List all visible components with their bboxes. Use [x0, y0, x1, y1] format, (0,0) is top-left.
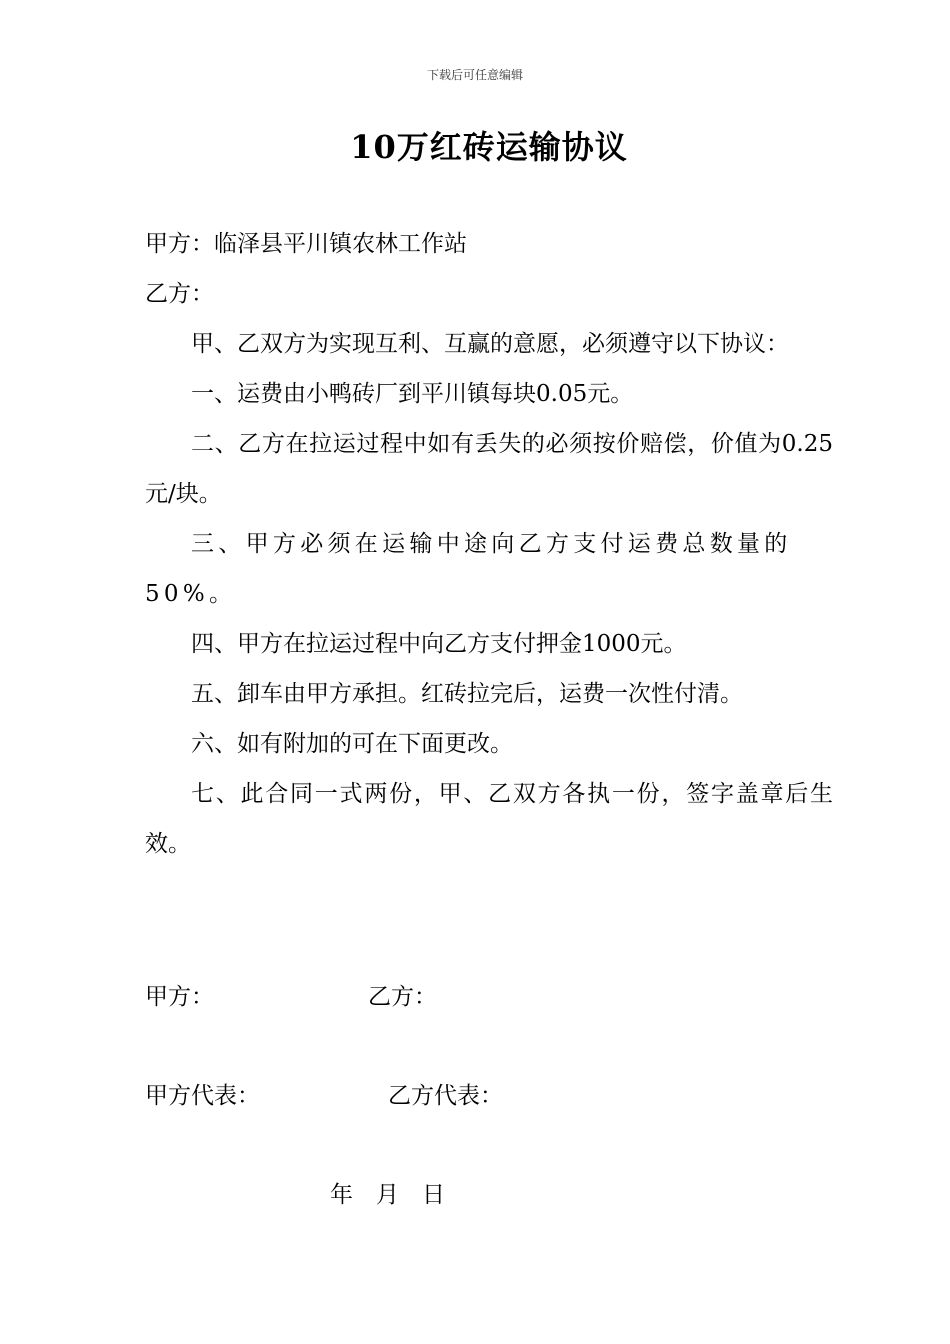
signature-party-b: 乙方：	[368, 984, 437, 1010]
clause-6: 六、如有附加的可在下面更改。	[191, 731, 513, 757]
party-b-line: 乙方：	[145, 281, 214, 307]
clause-4: 四、甲方在拉运过程中向乙方支付押金1000元。	[191, 631, 687, 657]
clause-7: 七、此合同一式两份，甲、乙双方各执一份，签字盖章后生效。	[145, 781, 833, 857]
clause-2: 二、乙方在拉运过程中如有丢失的必须按价赔偿，价值为0.25元/块。	[145, 431, 833, 507]
document-body	[145, 219, 833, 869]
signature-date: 年 月 日	[330, 1182, 445, 1208]
document-title: 10万红砖运输协议	[350, 128, 628, 166]
party-a-line: 甲方：临泽县平川镇农林工作站	[145, 231, 467, 257]
signature-rep-b: 乙方代表：	[388, 1083, 503, 1109]
header-note: 下载后可任意编辑	[426, 68, 523, 82]
clause-5: 五、卸车由甲方承担。红砖拉完后，运费一次性付清。	[191, 681, 743, 707]
signature-party-a: 甲方：	[145, 984, 214, 1010]
clause-3: 三、甲方必须在运输中途向乙方支付运费总数量的50%。	[145, 531, 792, 607]
clause-1: 一、运费由小鸭砖厂到平川镇每块0.05元。	[191, 381, 634, 407]
signature-rep-a: 甲方代表：	[145, 1083, 260, 1109]
intro-paragraph: 甲、乙双方为实现互利、互赢的意愿，必须遵守以下协议：	[191, 331, 789, 357]
